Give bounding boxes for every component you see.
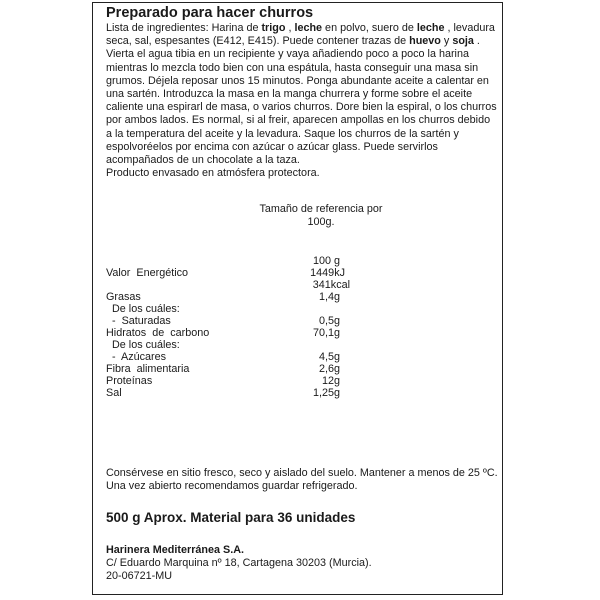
nutrition-row xyxy=(106,387,498,400)
nutrient-label: Proteínas xyxy=(106,375,153,387)
nutrient-label: De los cuáles: xyxy=(106,303,180,315)
ingredients-text: y xyxy=(440,35,453,48)
ingredients-list xyxy=(106,22,498,48)
nutrient-label: Grasas xyxy=(106,291,141,303)
storage-line-2: Una vez abierto recomendamos guardar refrigerado. xyxy=(106,480,358,493)
nutrient-label: - Azúcares xyxy=(106,351,167,363)
nutrient-value: 4,5g xyxy=(318,351,340,363)
nutrient-value: 12g xyxy=(321,375,340,387)
reference-line-2: 100g. xyxy=(307,216,335,228)
allergen-trigo: trigo xyxy=(261,22,286,34)
ingredients-text: , xyxy=(285,22,295,34)
nutrient-value: 1,25g xyxy=(312,387,340,399)
net-quantity: 500 g Aprox. Material para 36 unidades xyxy=(106,510,356,525)
ingredients-text: en polvo, suero de xyxy=(322,22,417,34)
nutrient-value: 2,6g xyxy=(318,363,340,375)
product-title: Preparado para hacer churros xyxy=(106,5,314,21)
nutrient-label: - Saturadas xyxy=(106,315,171,327)
reference-line-1: Tamaño de referencia por xyxy=(259,203,383,215)
company-name: Harinera Mediterránea S.A. xyxy=(106,544,245,556)
allergen-soja: soja xyxy=(452,35,474,48)
nutrient-value: 1449kJ xyxy=(310,267,345,279)
column-header: 100 g xyxy=(312,255,340,267)
nutrient-label: Hidratos de carbono xyxy=(106,327,210,339)
instructions: Vierta el agua tibia en un recipiente y vaya añadiendo poco a poco la harina mientras lo mezcla todo bien con una espátula, hasta conseguir una masa sin grumos. Déjela reposar unos 15 minutos. Ponga abundante aceite a calentar en una sartén. Introduzca la masa en la manga churrera y forme sobre el aceite caliente una espirarl de masa, o varios churros. Dore bien la espiral, o los churros por ambos lados. Es normal, si al freir, aparecen ampollas en los churros debido a la temperatura del aceite y la levadura. Saque los churros de la sartén y espolvoréelos por encima con azúcar o azúcar glass. Puede servirlos acompañados de un chocolate a la taza. xyxy=(106,48,497,167)
label-frame xyxy=(92,2,503,595)
nutrient-value: 0,5g xyxy=(318,315,340,327)
quantity-block xyxy=(106,510,498,526)
nutrient-value: 1,4g xyxy=(318,291,340,303)
nutrient-label: De los cuáles: xyxy=(106,339,180,351)
nutrient-value: 341kcal xyxy=(312,279,350,291)
registry-number: 20-06721-MU xyxy=(106,570,173,583)
company-block xyxy=(106,544,498,584)
packaging-note: Producto envasado en atmósfera protectora. xyxy=(106,167,320,180)
nutrient-value: 70,1g xyxy=(312,327,340,339)
nutrient-label: Sal xyxy=(106,387,122,399)
label-content xyxy=(106,3,498,180)
ingredients-text: . xyxy=(473,35,480,48)
storage-line-1: Consérvese en sitio fresco, seco y aislado del suelo. Mantener a menos de 25 ºC. xyxy=(106,467,498,479)
nutrient-label: Fibra alimentaria xyxy=(106,363,190,375)
company-address: C/ Eduardo Marquina nº 18, Cartagena 30203 (Murcia). xyxy=(106,557,372,570)
ingredients-text: Lista de ingredientes: Harina de xyxy=(106,22,262,34)
allergen-leche: leche xyxy=(294,22,323,34)
allergen-leche: leche xyxy=(416,22,445,34)
storage-block xyxy=(106,467,498,493)
ingredients-text: , levadura seca, sal, espesantes (E412, E415). Puede contener trazas de xyxy=(106,22,495,48)
nutrient-label: Valor Energético xyxy=(106,267,189,279)
allergen-huevo: huevo xyxy=(409,35,441,48)
